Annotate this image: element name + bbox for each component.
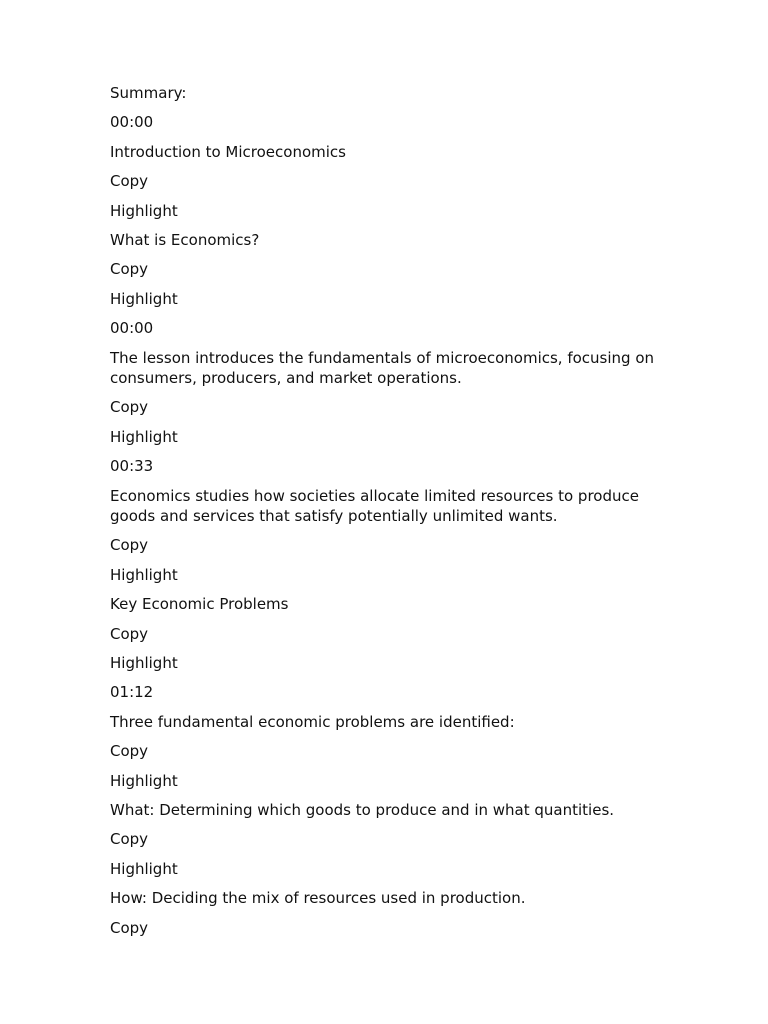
highlight-button[interactable]: Highlight [110,565,178,584]
copy-button[interactable]: Copy [110,918,149,937]
summary-document [110,83,670,947]
timestamp[interactable]: 00:00 [110,319,154,338]
highlight-button[interactable]: Highlight [110,654,178,673]
copy-button[interactable]: Copy [110,260,149,279]
copy-button[interactable]: Copy [110,624,149,643]
timestamp[interactable]: 01:12 [110,683,154,702]
copy-button[interactable]: Copy [110,742,149,761]
summary-paragraph: The lesson introduces the fundamentals of microeconomics, focusing on consumers, producers, and market operations. [110,348,655,388]
section-heading: Key Economic Problems [110,595,289,614]
copy-button[interactable]: Copy [110,172,149,191]
copy-button[interactable]: Copy [110,830,149,849]
summary-paragraph: Three fundamental economic problems are identified: [110,712,515,731]
highlight-button[interactable]: Highlight [110,859,178,878]
section-heading: Introduction to Microeconomics [110,142,346,161]
summary-paragraph: How: Deciding the mix of resources used in production. [110,889,526,908]
copy-button[interactable]: Copy [110,398,149,417]
summary-label: Summary: [110,84,187,102]
highlight-button[interactable]: Highlight [110,771,178,790]
highlight-button[interactable]: Highlight [110,201,178,220]
summary-paragraph: Economics studies how societies allocate limited resources to produce goods and services that satisfy potentially unlimited wants. [110,486,639,526]
summary-paragraph: What: Determining which goods to produce and in what quantities. [110,800,615,819]
copy-button[interactable]: Copy [110,536,149,555]
section-heading: What is Economics? [110,230,260,249]
highlight-button[interactable]: Highlight [110,427,178,446]
highlight-button[interactable]: Highlight [110,289,178,308]
timestamp[interactable]: 00:33 [110,457,154,476]
timestamp[interactable]: 00:00 [110,113,154,132]
